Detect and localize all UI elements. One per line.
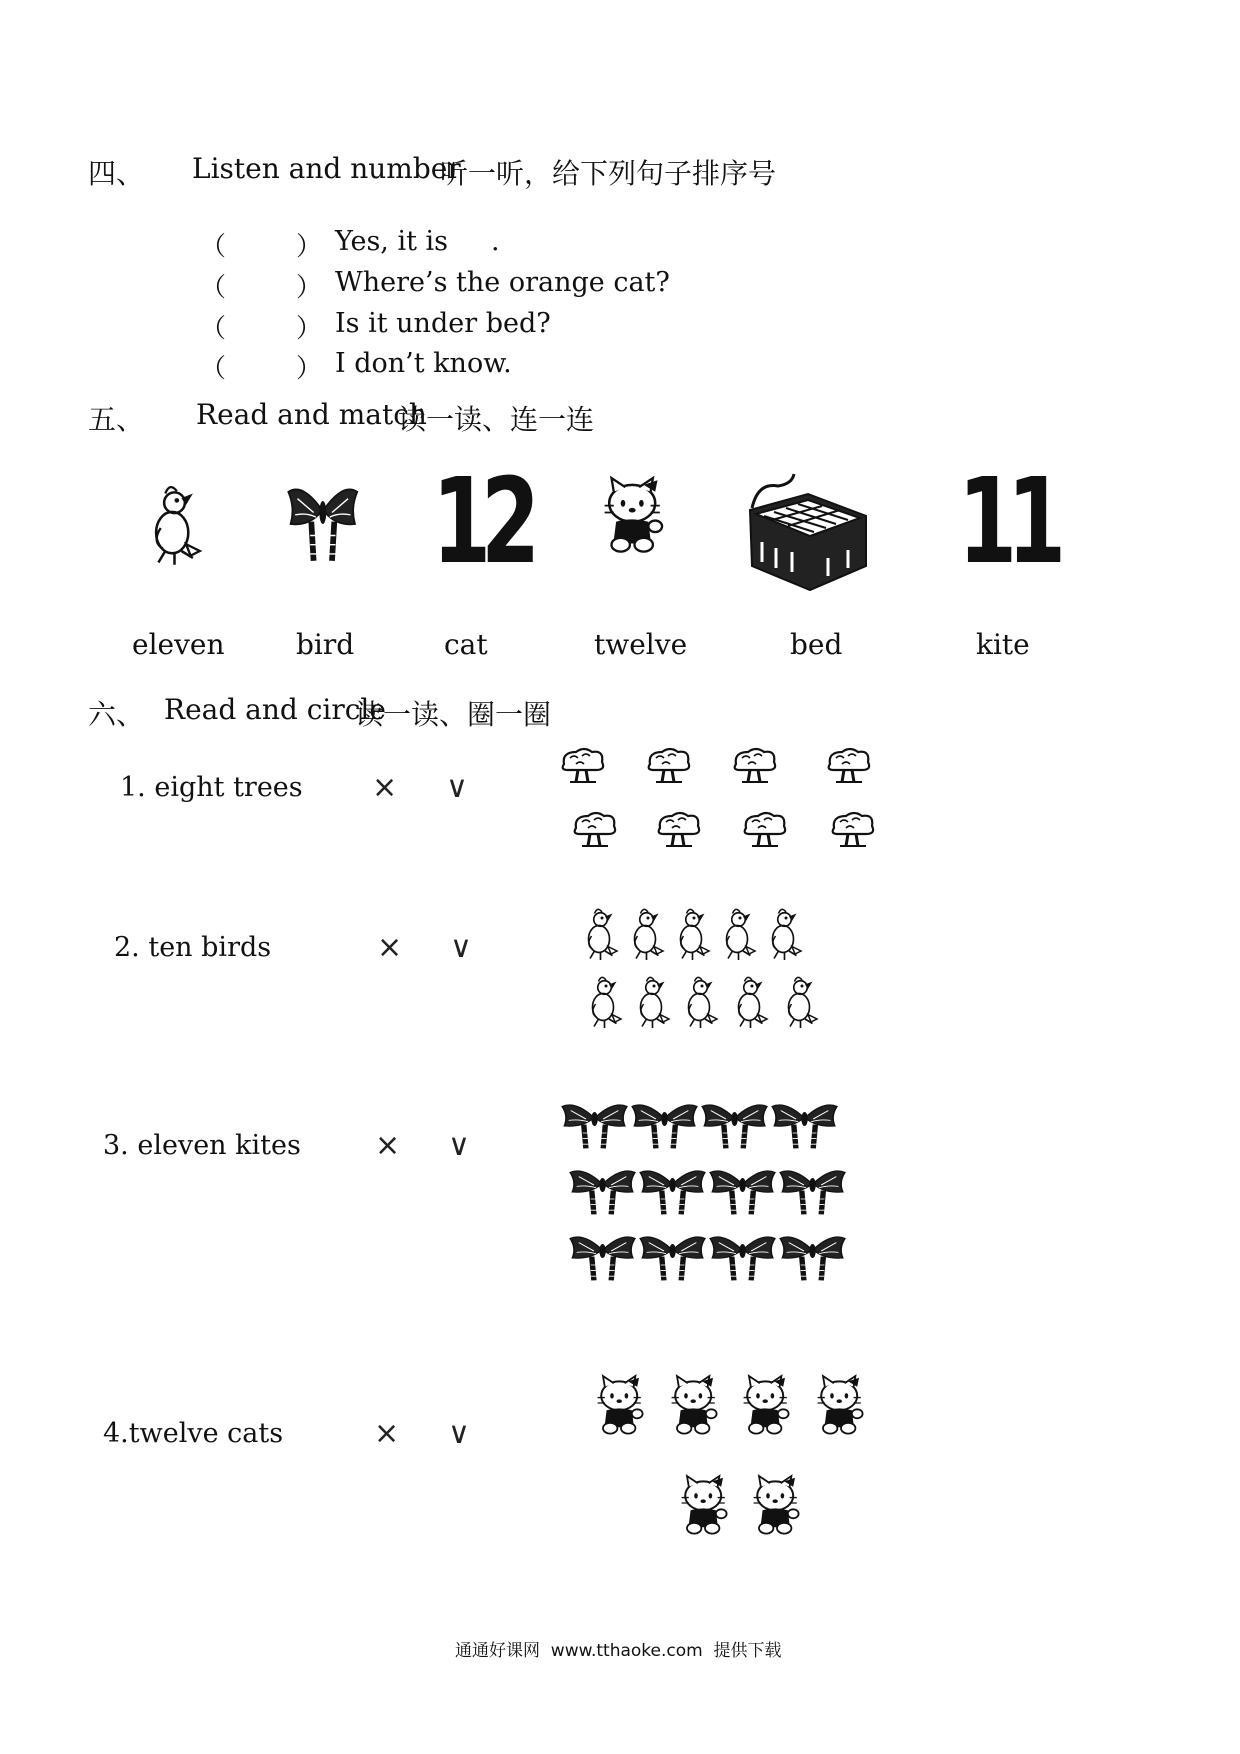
footer-text: 通通好课网 www.tthaoke.com 提供下载 (455, 1641, 782, 1661)
open-paren: （ (200, 314, 227, 344)
section6-title: Read and circle (164, 693, 386, 726)
wrong-mark[interactable]: × (375, 1128, 401, 1163)
bird-icon (582, 974, 626, 1034)
kite-icon (708, 1230, 780, 1286)
cat-icon (740, 1376, 796, 1446)
bird-icon (624, 906, 668, 966)
sentence-text: Is it under bed? (335, 308, 551, 339)
question-label: 4.twelve cats (103, 1418, 284, 1449)
bed-picture (748, 474, 878, 584)
close-paren: ） (296, 273, 323, 303)
open-paren: （ (200, 354, 227, 384)
tree-icon (826, 748, 872, 784)
cat-icon (594, 1376, 650, 1446)
kite-icon (560, 1098, 632, 1154)
section5-title: Read and match (196, 398, 427, 431)
kite-icon (700, 1098, 772, 1154)
section5-title-cn: 读一读、连一连 (398, 403, 595, 436)
open-paren: （ (200, 273, 227, 303)
number-twelve-picture: 12 (432, 452, 531, 590)
bird-icon (716, 906, 760, 966)
kite-icon (778, 1230, 850, 1286)
cat-icon (750, 1476, 806, 1546)
tree-icon (572, 812, 618, 848)
question-label: 2. ten birds (114, 932, 272, 963)
close-paren: ） (296, 232, 323, 262)
match-word: eleven (132, 628, 225, 661)
open-paren: （ (200, 232, 227, 262)
kite-picture (286, 478, 366, 578)
close-paren: ） (296, 314, 323, 344)
close-paren: ） (296, 354, 323, 384)
right-mark[interactable]: ∨ (450, 930, 472, 965)
tree-icon (560, 748, 606, 784)
match-word: twelve (594, 628, 688, 661)
sentence-text: Yes, it is . (335, 226, 500, 257)
kite-icon (638, 1230, 710, 1286)
right-mark[interactable]: ∨ (448, 1128, 470, 1163)
tree-icon (830, 812, 876, 848)
tree-icon (732, 748, 778, 784)
match-word: kite (976, 628, 1030, 661)
kite-icon (638, 1164, 710, 1220)
cat-icon (668, 1376, 724, 1446)
section6-title-cn: 读一读、圈一圈 (355, 698, 552, 731)
cat-icon (678, 1476, 734, 1546)
bird-icon (670, 906, 714, 966)
cat-icon (814, 1376, 870, 1446)
section4-title-cn: 听一听，给下列句子排序号 (440, 157, 777, 190)
bird-icon (678, 974, 722, 1034)
wrong-mark[interactable]: × (377, 930, 403, 965)
kite-icon (708, 1164, 780, 1220)
kite-icon (778, 1164, 850, 1220)
number-eleven-picture: 11 (958, 452, 1057, 590)
tree-icon (656, 812, 702, 848)
cat-picture (600, 478, 670, 568)
section5-number: 五、 (88, 403, 145, 436)
kite-icon (770, 1098, 842, 1154)
bird-picture (140, 482, 210, 572)
tree-icon (646, 748, 692, 784)
bird-icon (778, 974, 822, 1034)
kite-icon (568, 1230, 640, 1286)
tree-icon (742, 812, 788, 848)
section6-number: 六、 (88, 698, 145, 731)
bird-icon (578, 906, 622, 966)
bird-icon (630, 974, 674, 1034)
right-mark[interactable]: ∨ (446, 770, 468, 805)
section4-number: 四、 (88, 157, 145, 190)
section4-title: Listen and number (192, 152, 461, 185)
match-word: bird (296, 628, 355, 661)
bird-icon (728, 974, 772, 1034)
match-word: bed (790, 628, 843, 661)
sentence-text: Where’s the orange cat? (335, 267, 670, 298)
match-word: cat (444, 628, 488, 661)
bird-icon (762, 906, 806, 966)
kite-icon (630, 1098, 702, 1154)
wrong-mark[interactable]: × (374, 1416, 400, 1451)
kite-icon (568, 1164, 640, 1220)
question-label: 3. eleven kites (103, 1130, 301, 1161)
right-mark[interactable]: ∨ (448, 1416, 470, 1451)
sentence-text: I don’t know. (335, 348, 512, 379)
question-label: 1. eight trees (120, 772, 303, 803)
wrong-mark[interactable]: × (372, 770, 398, 805)
